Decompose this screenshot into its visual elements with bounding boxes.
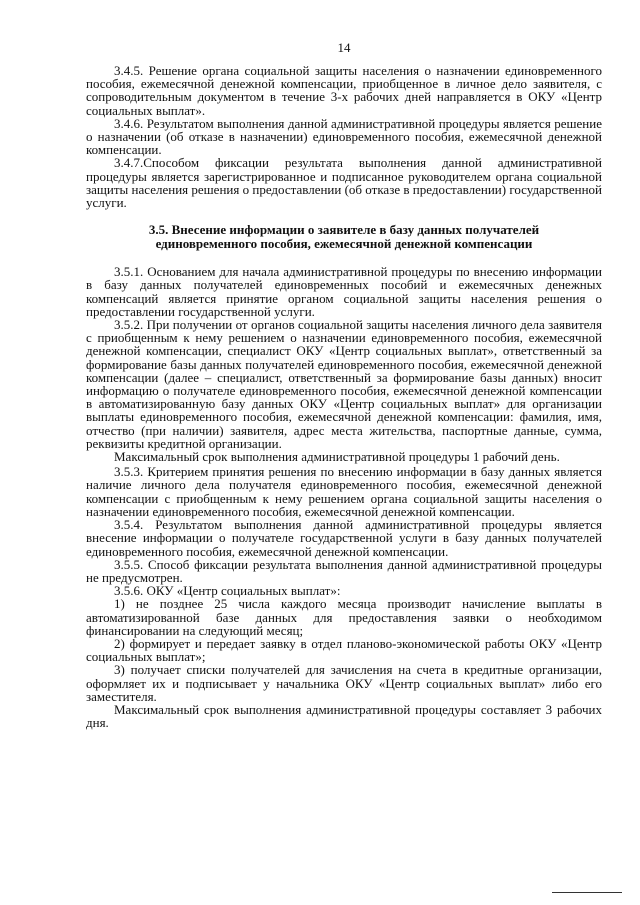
paragraph-3-5-2: 3.5.2. При получении от органов социальной защиты населения личного дела заявителя с приобщенным к нему решением о назначении единовременного пособия, ежемесячной денежной компенсации, специалист ОКУ «Центр социальных выплат», ответственный за формирование базы данных получателей единовременного пособия, ежемесячной денежной компенсации (далее – специалист, ответственный за формирование базы данных) вносит информацию о получателе единовременного пособия, ежемесячной денежной компенсации в автоматизированную базу данных ОКУ «Центр социальных выплат» для организации выплаты единовременного пособия, ежемесячной денежной компенсации: фамилия, имя, отчество (при наличии) заявителя, адрес места жительства, паспортные данные, сумма, реквизиты кредитной организации. <box>86 317 602 451</box>
paragraph-3-5-5: 3.5.5. Способ фиксации результата выполнения данной административной процедуры не предусмотрен. <box>86 556 602 585</box>
page-number: 14 <box>337 40 351 55</box>
paragraph-max-term-1-day: Максимальный срок выполнения административной процедуры 1 рабочий день. <box>114 449 560 465</box>
paragraph-3-5-6: 3.5.6. ОКУ «Центр социальных выплат»: <box>114 583 341 599</box>
footer-divider <box>552 892 622 893</box>
paragraph-3-4-7: 3.4.7.Способом фиксации результата выполнения данной административной процедуры является зарегистрированное и подписанное руководителем органа социальной защиты населения решения о предоставлении (об отказе в предоставлении) государственной услуги. <box>86 155 602 211</box>
list-item-1: 1) не позднее 25 числа каждого месяца производит начисление выплаты в автоматизированной базе данных для предоставления заявки о необходимом финансировании на следующий месяц; <box>86 596 602 638</box>
paragraph-3-5-4: 3.5.4. Результатом выполнения данной административной процедуры является внесение информации о получателе государственной услуги в базу данных получателей единовременного пособия, ежемесячной денежной компенсации. <box>86 517 602 559</box>
paragraph-3-5-1: 3.5.1. Основанием для начала административной процедуры по внесению информации в базу данных получателей единовременных пособий и ежемесячных денежных компенсаций является принятие органом социальной защиты населения решения о предоставлении государственной услуги. <box>86 264 602 319</box>
list-item-3: 3) получает списки получателей для зачисления на счета в кредитные организации, оформляет их и подписывает у начальника ОКУ «Центр социальных выплат» либо его заместителя. <box>86 662 602 704</box>
list-item-2: 2) формирует и передает заявку в отдел планово-экономической работы ОКУ «Центр социальных выплат»; <box>86 635 602 665</box>
paragraph-3-5-3: 3.5.3. Критерием принятия решения по внесению информации в базу данных является наличие личного дела получателя единовременного пособия, ежемесячной денежной компенсации с приобщенным к нему решением органа социальной защиты населения о назначении единовременного пособия, ежемесячной денежной компенсации. <box>86 464 602 519</box>
paragraph-3-4-6: 3.4.6. Результатом выполнения данной административной процедуры является решение о назначении (об отказе в назначении) единовременного пособия, ежемесячной денежной компенсации. <box>86 115 602 158</box>
paragraph-max-term-3-days: Максимальный срок выполнения административной процедуры составляет 3 рабочих дня. <box>86 701 602 731</box>
paragraph-3-4-5: 3.4.5. Решение органа социальной защиты населения о назначении единовременного пособия, ежемесячной денежной компенсации, приобщенное в личное дело заявителя, с сопроводительным документом в течение 3-х рабочих дней направляется в ОКУ «Центр социальных выплат». <box>86 63 602 118</box>
section-3-5-heading: 3.5. Внесение информации о заявителе в базу данных получателей единовременного пособия, ежемесячной денежной компенсации <box>148 222 540 252</box>
